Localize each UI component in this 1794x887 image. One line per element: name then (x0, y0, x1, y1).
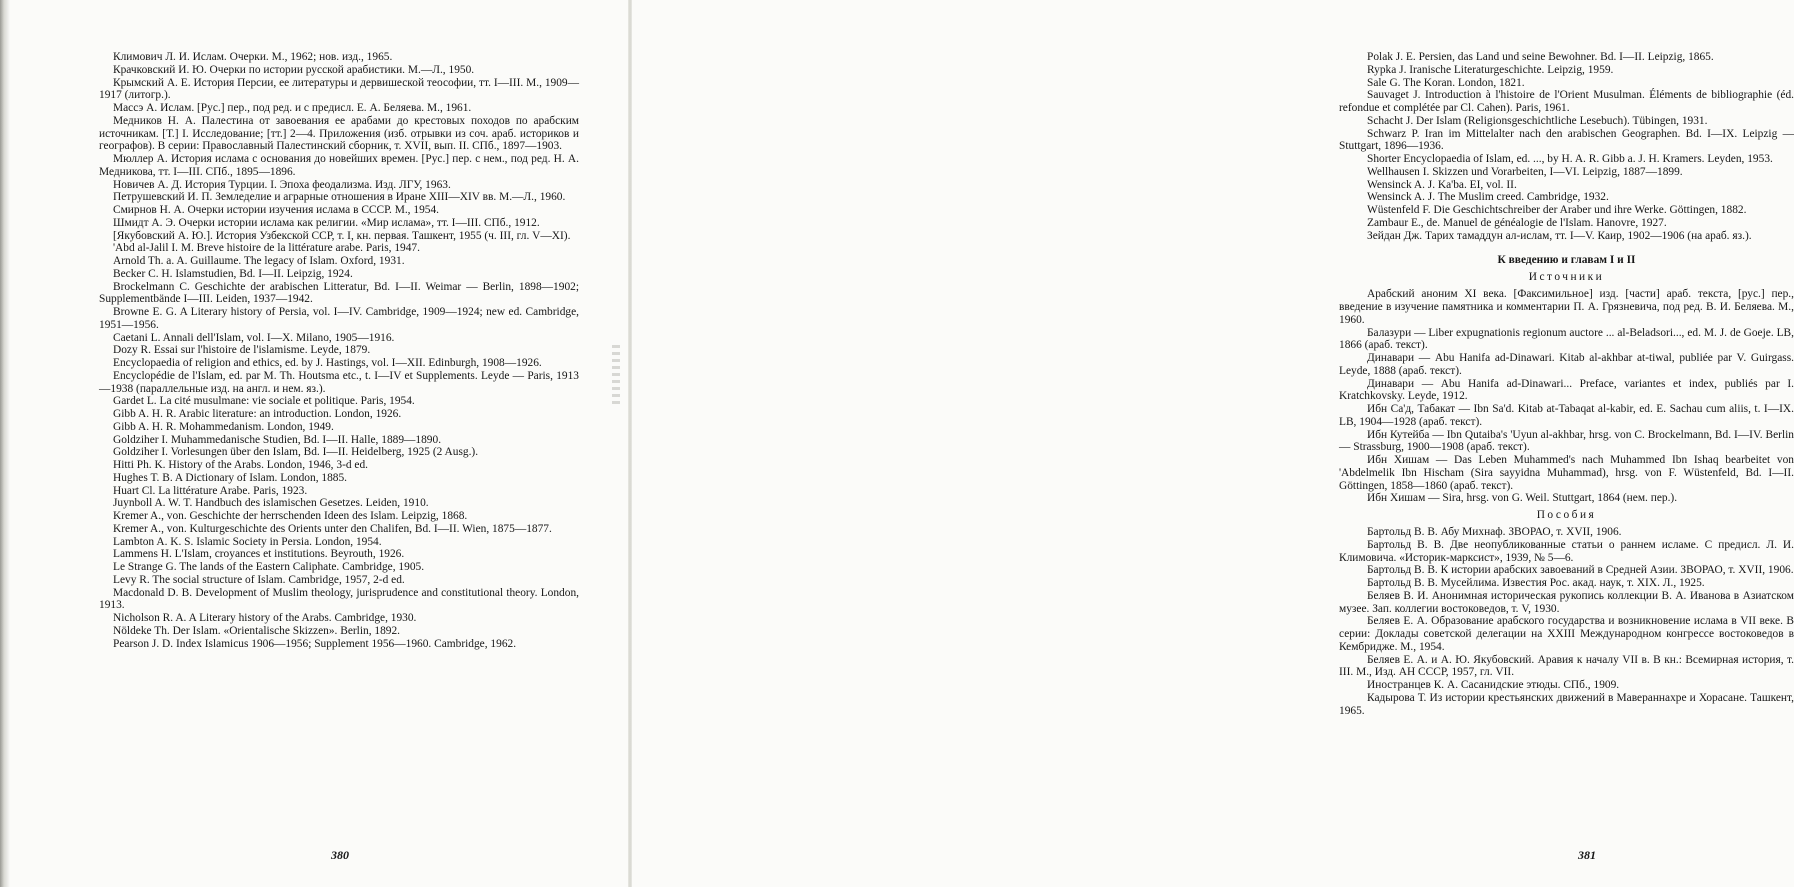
bibliography-entry: Polak J. E. Persien, das Land und seine Bewohner. Bd. I—II. Leipzig, 1865. (1367, 51, 1714, 63)
right-page (632, 0, 1794, 887)
bibliography-entry: Wellhausen I. Skizzen und Vorarbeiten, I—VI. Leipzig, 1887—1899. (1367, 165, 1683, 178)
right-page-number: 381 (1578, 848, 1596, 862)
bibliography-entry: Brockelmann C. Geschichte der arabischen Litteratur, Bd. I—II. Weimar — Berlin, 1898—1902; Supplementbände I—III. Leiden, 1937—1942. (99, 280, 579, 306)
bibliography-entry: Крымский А. Е. История Персии, ее литературы и дервишеской теософии, тт. I—III. М., 1909—1917 (литогр.). (99, 76, 579, 102)
bibliography-entry: Gibb A. H. R. Arabic literature: an introduction. London, 1926. (113, 408, 402, 420)
aids-list (1339, 526, 1794, 717)
bibliography-entry: Nicholson R. A. A Literary history of the Arabs. Cambridge, 1930. (113, 612, 417, 624)
bibliography-entry: Goldziher I. Muhammedanische Studien, Bd. I—II. Halle, 1889—1890. (113, 433, 442, 446)
bibliography-entry: Browne E. G. A Literary history of Persia, vol. I—IV. Cambridge, 1909—1924; new ed. Cambridge, 1951—1956. (99, 306, 579, 331)
bibliography-entry: Encyclopaedia of religion and ethics, ed. by J. Hastings, vol. I—XII. Edinburgh, 1908—1926. (113, 357, 542, 369)
bibliography-entry: Крачковский И. Ю. Очерки по истории русской арабистики. М.—Л., 1950. (113, 63, 475, 76)
bibliography-entry: Kremer A., von. Kulturgeschichte des Orients unter den Chalifen, Bd. I—II. Wien, 1875—1877. (113, 522, 552, 535)
bibliography-entry: Wensinck A. J. The Muslim creed. Cambridge, 1932. (1367, 191, 1609, 204)
bibliography-entry: Rypka J. Iranische Literaturgeschichte. Leipzig, 1959. (1367, 63, 1614, 76)
bibliography-entry: Macdonald D. B. Development of Muslim theology, jurisprudence and constitutional theory. London, 1913. (99, 586, 579, 612)
left-bibliography-column (99, 51, 579, 650)
bibliography-entry: Арабский аноним XI века. [Факсимильное] изд. [части] араб. текста, [рус.] пер., введение в изучение памятника и комментарии П. А. Грязневича, под ред. В. И. Беляева. М., 1960. (1339, 288, 1794, 326)
bibliography-entry: Ибн Хишам — Sira, hrsg. von G. Weil. Stuttgart, 1864 (нем. пер.). (1367, 492, 1678, 505)
bibliography-entry: Медников Н. А. Палестина от завоевания ее арабами до крестовых походов по арабским источникам. [Т.] I. Исследование; [тт.] 2—4. Приложения (изб. отрывки из соч. араб. историков и географов). В серии: Православный Палестинский сборник, т. XVII, вып. II. СПб., 1897—1903. (99, 114, 579, 153)
bibliography-entry: Gibb A. H. R. Mohammedanism. London, 1949. (113, 420, 334, 433)
bibliography-entry: Encyclopédie de l'Islam, ed. par M. Th. Houtsma etc., t. I—IV et Supplements. Leyde — Paris, 1913—1938 (параллельные изд. на англ. и нем. яз.). (99, 369, 579, 395)
bibliography-entry: Hitti Ph. K. History of the Arabs. London, 1946, 3-d ed. (113, 459, 369, 471)
bibliography-entry: Caetani L. Annali dell'Islam, vol. I—X. Milano, 1905—1916. (113, 331, 395, 344)
bibliography-entry: Lammens H. L'Islam, croyances et institutions. Beyrouth, 1926. (113, 548, 405, 561)
bibliography-entry: Sauvaget J. Introduction à l'histoire de l'Orient Musulman. Éléments de bibliographie (éd. refondue et complétée par Cl. Cahen). Paris, 1961. (1339, 89, 1794, 114)
bibliography-entry: Шмидт А. Э. Очерки истории ислама как религии. «Мир ислама», тт. I—III. СПб., 1912. (113, 216, 540, 229)
bibliography-entry: Sale G. The Koran. London, 1821. (1367, 76, 1525, 89)
bibliography-entry: Nöldeke Th. Der Islam. «Orientalische Skizzen». Berlin, 1892. (113, 624, 401, 637)
bibliography-entry: Беляев Е. А. Образование арабского государства и возникновение ислама в VII веке. В серии: Доклады советской делегации на XXIII Международном конгрессе востоковедов в Кембридже. М., 1954. (1339, 615, 1794, 653)
bibliography-entry: Gardet L. La cité musulmane: vie sociale et politique. Paris, 1954. (113, 395, 415, 408)
bibliography-entry: Бартольд В. В. Две неопубликованные статьи о раннем исламе. С предисл. Л. И. Климовича. «Историк-марксист», 1939, № 5—6. (1339, 538, 1794, 564)
left-page-number: 380 (331, 848, 349, 862)
section-heading: К введению и главам I и II (1497, 254, 1636, 267)
bibliography-entry: Arnold Th. a. A. Guillaume. The legacy of Islam. Oxford, 1931. (113, 255, 405, 267)
bibliography-entry: Becker C. H. Islamstudien, Bd. I—II. Leipzig, 1924. (113, 267, 353, 280)
bibliography-entry: 'Abd al-Jalil I. M. Breve histoire de la littérature arabe. Paris, 1947. (113, 242, 420, 255)
aids-heading: Пособия (1536, 509, 1597, 521)
bibliography-entry: Беляев В. И. Анонимная историческая рукопись коллекции В. А. Иванова в Азиатском музее. Зап. коллегии востоковедов, т. V, 1930. (1339, 589, 1794, 615)
bibliography-entry: Huart Cl. La littérature Arabe. Paris, 1923. (113, 484, 308, 497)
bibliography-entry: Juynboll A. W. T. Handbuch des islamischen Gesetzes. Leiden, 1910. (113, 497, 429, 510)
bibliography-entry: Wensinck A. J. Ka'ba. EI, vol. II. (1367, 178, 1517, 191)
bibliography-entry: Мюллер А. История ислама с основания до новейших времен. [Рус.] пер. с нем., под ред. Н. А. Медникова, тт. I—III. СПб., 1895—1896. (99, 153, 579, 178)
bibliography-entry: Кадырова Т. Из истории крестьянских движений в Мавераннахре и Хорасане. Ташкент, 1965. (1339, 691, 1794, 717)
bibliography-entry: Hughes T. B. A Dictionary of Islam. London, 1885. (113, 471, 348, 484)
bibliography-entry: [Якубовский А. Ю.]. История Узбекской ССР, т. I, кн. первая. Ташкент, 1955 (ч. III, гл. V—XI). (113, 229, 571, 242)
bibliography-entry: Kremer A., von. Geschichte der herrschenden Ideen des Islam. Leipzig, 1868. (113, 510, 468, 522)
bibliography-entry: Wüstenfeld F. Die Geschichtschreiber der Araber und ihre Werke. Göttingen, 1882. (1367, 204, 1747, 216)
bibliography-entry: Pearson J. D. Index Islamicus 1906—1956; Supplement 1956—1960. Cambridge, 1962. (113, 637, 517, 650)
bibliography-entry: Schwarz P. Iran im Mittelalter nach den arabischen Geographen. Bd. I—IX. Leipzig — Stuttgart, 1896—1936. (1339, 127, 1794, 153)
bibliography-entry: Zambaur E., de. Manuel de généalogie de l'Islam. Hanovre, 1927. (1367, 216, 1667, 229)
bibliography-entry: Климович Л. И. Ислам. Очерки. М., 1962; нов. изд., 1965. (113, 51, 393, 63)
bibliography-entry: Петрушевский И. П. Земледелие и аграрные отношения в Иране XIII—XIV вв. М.—Л., 1960. (113, 191, 566, 204)
bibliography-entry: Lambton A. K. S. Islamic Society in Persia. London, 1954. (113, 535, 382, 548)
bibliography-entry: Балазури — Liber expugnationis regionum auctore ... al-Beladsori..., ed. M. J. de Goeje. LB, 1866 (араб. текст). (1339, 326, 1794, 352)
bibliography-entry: Бартольд В. В. К истории арабских завоеваний в Средней Азии. ЗВОРАО, т. XVII, 1906. (1367, 564, 1794, 577)
bibliography-entry: Ибн Кутейба — Ibn Qutaiba's 'Uyun al-akhbar, hrsg. von C. Brockelmann, Bd. I—IV. Berlin — Strassburg, 1900—1908 (араб. текст). (1339, 428, 1794, 454)
right-bibliography-column (1339, 51, 1794, 717)
bibliography-entry: Смирнов Н. А. Очерки истории изучения ислама в СССР. М., 1954. (113, 204, 440, 216)
bibliography-entry: Goldziher I. Vorlesungen über den Islam, Bd. I—II. Heidelberg, 1925 (2 Ausg.). (113, 446, 479, 459)
bibliography-entry: Dozy R. Essai sur l'histoire de l'islamisme. Leyde, 1879. (113, 344, 371, 357)
bibliography-entry: Ибн Са'д, Табакат — Ibn Sa'd. Kitab at-Tabaqat al-kabir, ed. E. Sachau cum aliis, t. I—IX. LB, 1904—1928 (араб. текст). (1339, 403, 1794, 428)
bibliography-entry: Беляев Е. А. и А. Ю. Якубовский. Аравия к началу VII в. В кн.: Всемирная история, т. III. М., Изд. АН СССР, 1957, гл. VII. (1339, 653, 1794, 679)
bibliography-entry: Массэ А. Ислам. [Рус.] пер., под ред. и с предисл. Е. А. Беляева. М., 1961. (113, 102, 472, 114)
bibliography-entry: Le Strange G. The lands of the Eastern Caliphate. Cambridge, 1905. (113, 561, 425, 573)
bibliography-entry: Иностранцев К. А. Сасанидские этюды. СПб., 1909. (1367, 679, 1620, 691)
sources-list (1339, 288, 1794, 505)
bibliography-entry: Новичев А. Д. История Турции. I. Эпоха феодализма. Изд. ЛГУ, 1963. (113, 178, 451, 191)
bibliography-entry: Shorter Encyclopaedia of Islam, ed. ..., by H. A. R. Gibb a. J. H. Kramers. Leyden, 1953. (1367, 153, 1773, 165)
bibliography-entry: Бартольд В. В. Мусейлима. Известия Рос. акад. наук, т. XIX. Л., 1925. (1367, 577, 1705, 589)
sources-heading: Источники (1528, 271, 1605, 284)
right-top-entries (1339, 51, 1794, 242)
bibliography-entry: Динавари — Abu Hanifa ad-Dinawari... Preface, variantes et index, publiés par I. Kratchkovsky. Leyde, 1912. (1339, 377, 1794, 403)
bibliography-entry: Schacht J. Der Islam (Religionsgeschichtliche Lesebuch). Tübingen, 1931. (1367, 114, 1708, 127)
left-page (0, 0, 630, 887)
bibliography-entry: Динавари — Abu Hanifa ad-Dinawari. Kitab al-akhbar at-tiwal, publiée par V. Guirgass. Leyde, 1888 (араб. текст). (1339, 352, 1794, 377)
scan-artifact (612, 345, 620, 405)
bibliography-entry: Зейдан Дж. Тарих тамаддун ал-ислам, тт. I—V. Каир, 1902—1906 (на араб. яз.). (1367, 229, 1752, 242)
bibliography-entry: Ибн Хишам — Das Leben Muhammed's nach Muhammed Ibn Ishaq bearbeitet von 'Abdelmelik Ibn Hischam (Sira sayyidna Muhammad), hrsg. von F. Wüstenfeld, Bd. I—II. Göttingen, 1858—1860 (араб. текст). (1339, 454, 1794, 492)
bibliography-entry: Бартольд В. В. Абу Михнаф. ЗВОРАО, т. XVII, 1906. (1367, 526, 1622, 538)
bibliography-entry: Levy R. The social structure of Islam. Cambridge, 1957, 2-d ed. (113, 573, 405, 586)
